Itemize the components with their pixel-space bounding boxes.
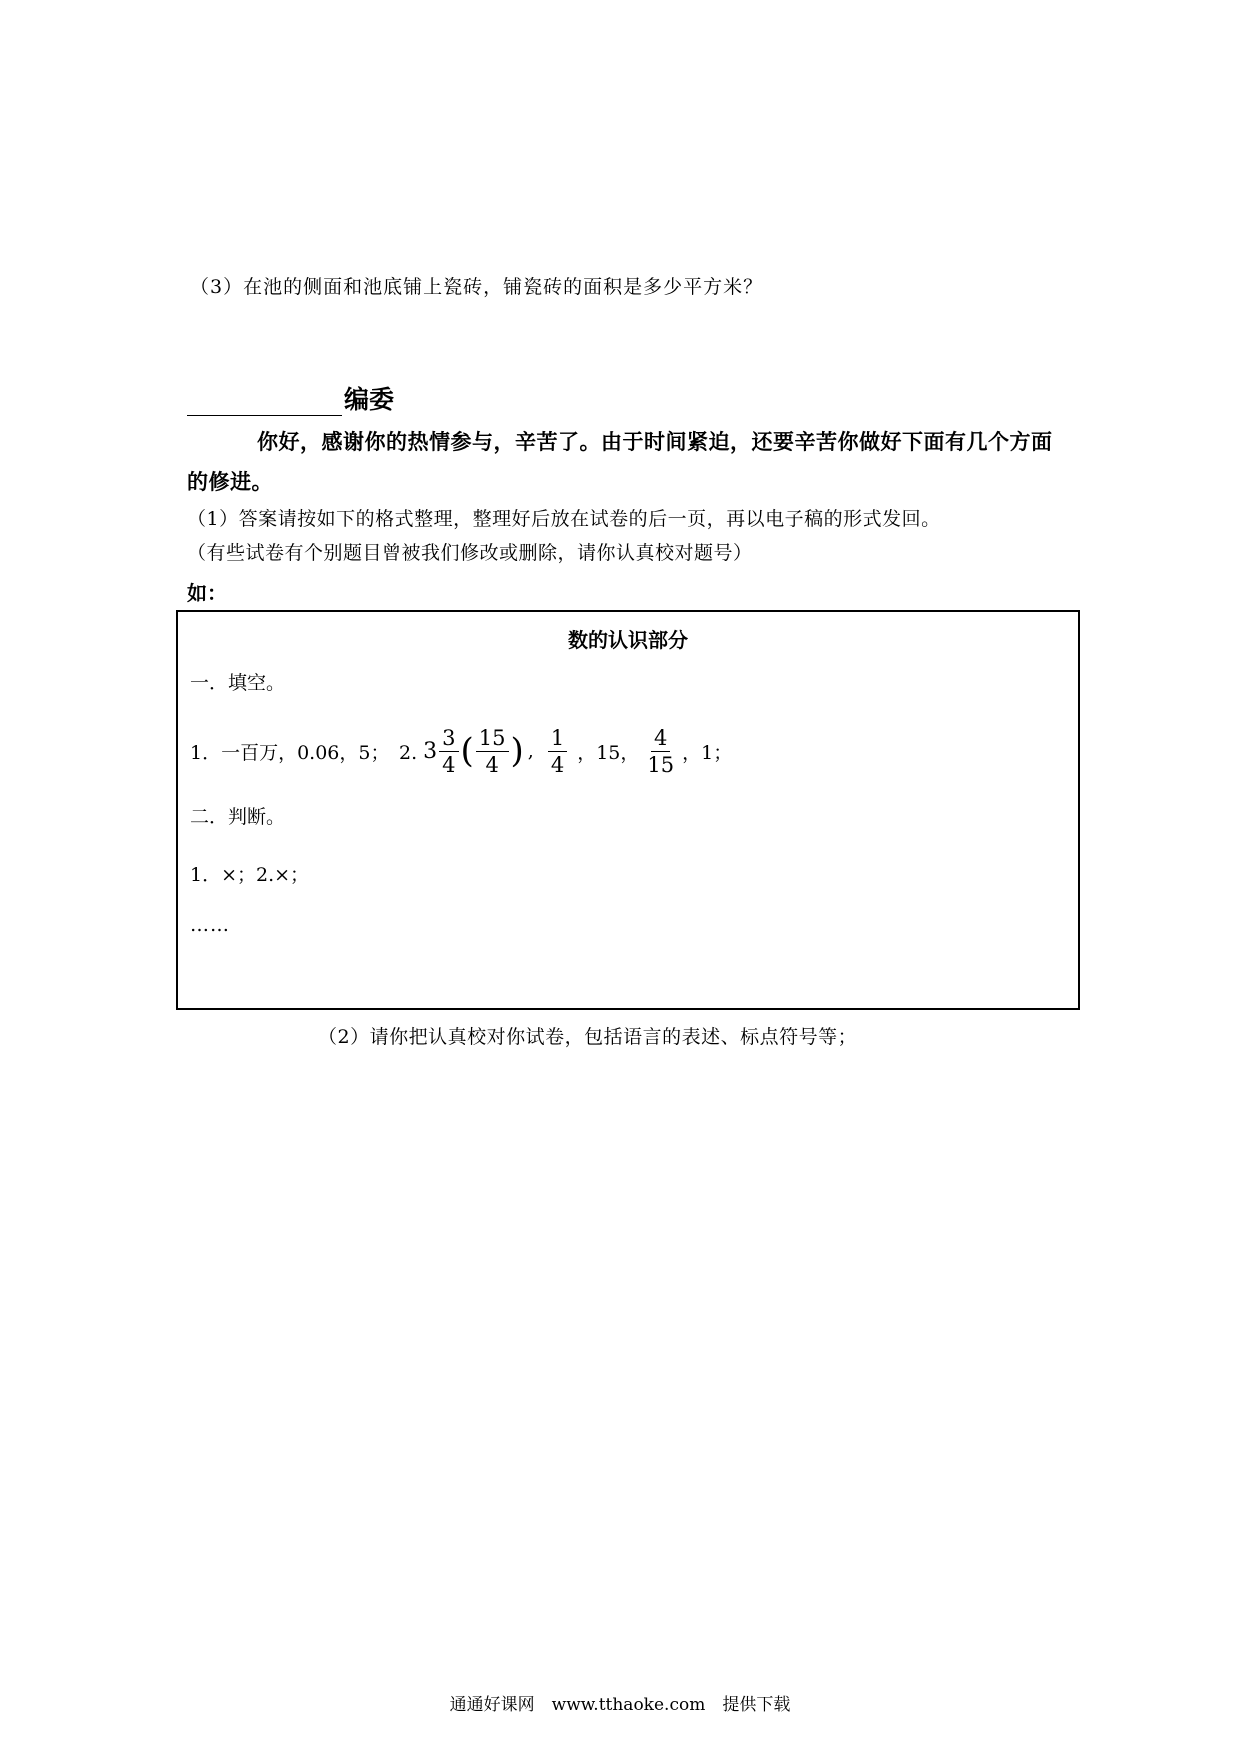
example-box bbox=[176, 610, 1080, 1010]
paren-close: ) bbox=[510, 731, 524, 771]
fraction-denominator: 4 bbox=[442, 752, 456, 777]
intro-paragraph: 你好，感谢你的热情参与，辛苦了。由于时间紧迫，还要辛苦你做好下面有几个方面的修进。 bbox=[187, 430, 1053, 494]
comma: , bbox=[527, 740, 534, 762]
section-judge: 二．判断。 bbox=[190, 806, 286, 828]
answer-mid: ，15， bbox=[577, 741, 640, 764]
fraction-numerator: 4 bbox=[651, 725, 670, 752]
note-1-sub: （有些试卷有个别题目曾被我们修改或删除，请你认真校对题号） bbox=[187, 542, 753, 564]
answer-line-1 bbox=[190, 716, 732, 786]
fraction-15-4 bbox=[476, 725, 509, 778]
fraction-denominator: 4 bbox=[485, 752, 499, 777]
note-1: （1）答案请按如下的格式整理，整理好后放在试卷的后一页，再以电子稿的形式发回。 bbox=[187, 508, 941, 530]
fraction-numerator: 15 bbox=[476, 725, 509, 752]
example-label: 如： bbox=[187, 581, 227, 605]
answer-line-2: 1．×；2.×； bbox=[190, 864, 310, 886]
name-blank bbox=[187, 389, 342, 416]
fraction-numerator: 1 bbox=[548, 725, 567, 752]
fraction-denominator: 15 bbox=[647, 752, 675, 777]
note-2: （2）请你把认真校对你试卷，包括语言的表述、标点符号等； bbox=[318, 1026, 858, 1048]
fraction-3-4 bbox=[439, 725, 458, 778]
answer-prefix: 1．一百万，0.06，5； 2. bbox=[190, 741, 418, 764]
footer: 通通好课网 www.tthaoke.com 提供下载 bbox=[449, 1695, 791, 1715]
editor-label: 编委 bbox=[344, 385, 395, 414]
fraction-numerator: 3 bbox=[439, 725, 458, 752]
section-fill-blank: 一．填空。 bbox=[190, 672, 286, 694]
fraction-1-4 bbox=[548, 725, 567, 778]
answer-suffix: ，1； bbox=[682, 741, 733, 764]
paren-open: ( bbox=[460, 731, 474, 771]
editor-heading bbox=[187, 380, 394, 416]
fraction-4-15 bbox=[647, 725, 674, 778]
question-3: （3）在池的侧面和池底铺上瓷砖，铺瓷砖的面积是多少平方米？ bbox=[190, 276, 764, 298]
example-box-title: 数的认识部分 bbox=[568, 628, 688, 652]
mixed-whole: 3 bbox=[423, 738, 438, 764]
ellipsis: …… bbox=[190, 914, 230, 936]
fraction-denominator: 4 bbox=[550, 752, 565, 777]
